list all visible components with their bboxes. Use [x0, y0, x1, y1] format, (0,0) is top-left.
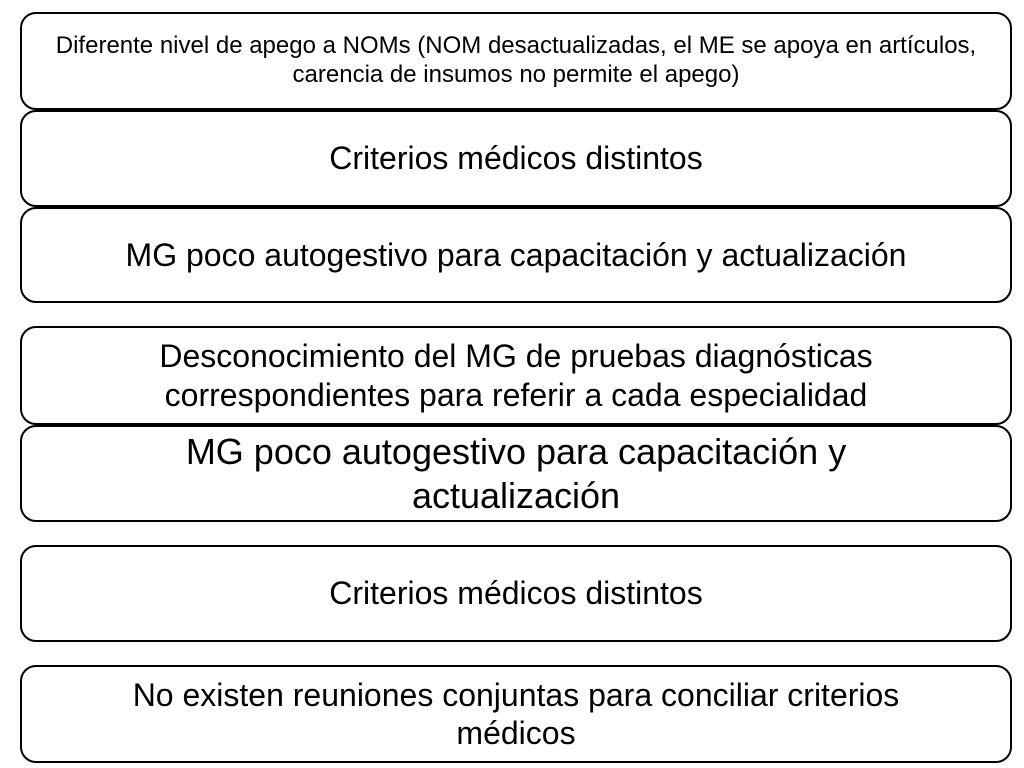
- box-different-criteria-repeat: [20, 545, 1012, 642]
- box-diagnostic-tests-unknown: [20, 326, 1012, 425]
- box-nom-adherence-text: Diferente nivel de apego a NOMs (NOM desactualizadas, el ME se apoya en artículos, carencia de insumos no permite el apego): [55, 32, 977, 88]
- box-different-criteria-text: Criterios médicos distintos: [329, 140, 703, 177]
- box-mg-self-management-text: MG poco autogestivo para capacitación y actualización: [125, 236, 907, 273]
- box-mg-self-management-repeat: [20, 425, 1012, 522]
- box-different-criteria-repeat-text: Criterios médicos distintos: [329, 575, 703, 612]
- box-diagnostic-tests-unknown-text: Desconocimiento del MG de pruebas diagnósticas correspondientes para referir a cada especialidad: [159, 338, 873, 413]
- box-mg-self-management-repeat-text: MG poco autogestivo para capacitación y actualización: [185, 431, 847, 516]
- box-no-joint-meetings: [20, 665, 1012, 763]
- box-no-joint-meetings-text: No existen reuniones conjuntas para conciliar criterios médicos: [132, 676, 900, 751]
- box-different-criteria: [20, 110, 1012, 207]
- box-mg-self-management: [20, 207, 1012, 303]
- box-nom-adherence: [20, 12, 1012, 110]
